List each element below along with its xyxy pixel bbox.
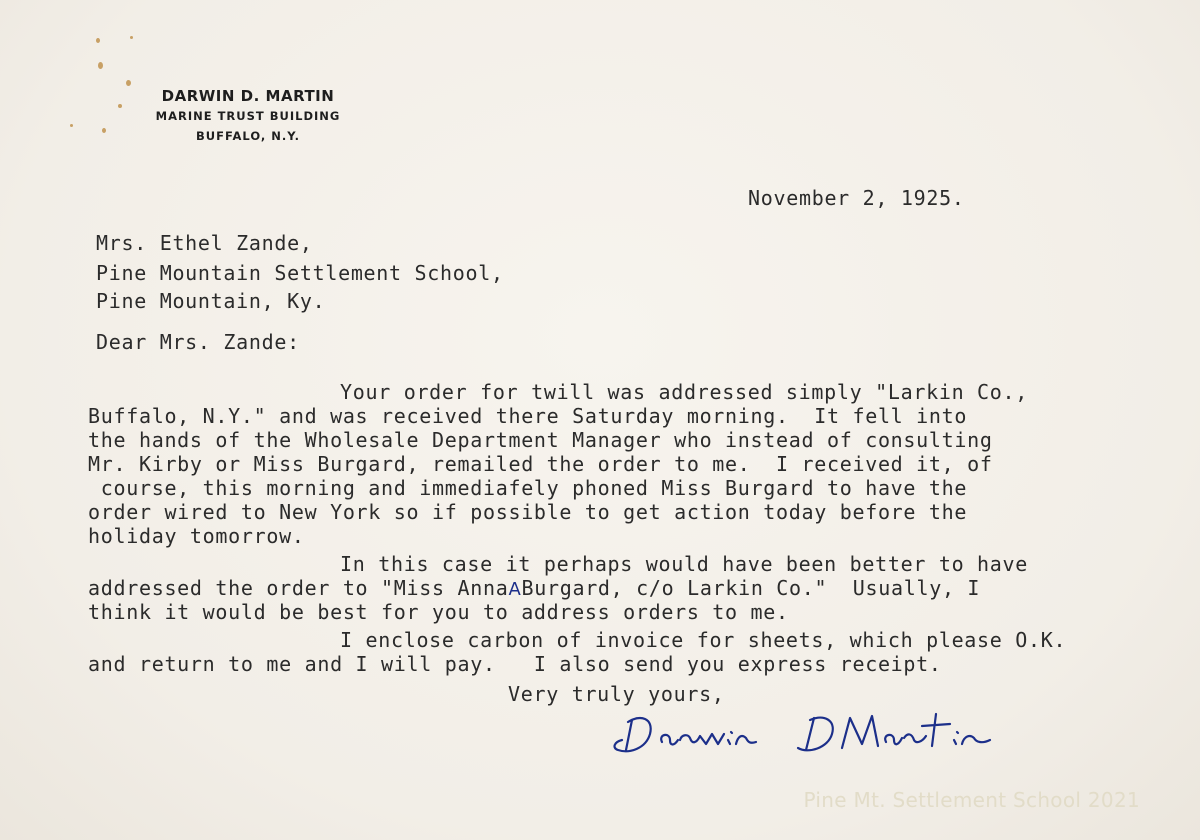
body-line: and return to me and I will pay. I also send you express receipt. xyxy=(88,652,942,676)
letterhead xyxy=(138,86,358,146)
recipient-city: Pine Mountain, Ky. xyxy=(96,289,326,313)
closing: Very truly yours, xyxy=(508,682,725,706)
body-text: addressed the order to "Miss Anna xyxy=(88,576,509,600)
body-line: Mr. Kirby or Miss Burgard, remailed the order to me. I received it, of xyxy=(88,452,993,476)
body-line: holiday tomorrow. xyxy=(88,524,305,548)
body-line: Your order for twill was addressed simply "Larkin Co., xyxy=(340,380,1029,404)
body-line: In this case it perhaps would have been better to have xyxy=(340,552,1029,576)
letter-date: November 2, 1925. xyxy=(748,186,965,210)
body-line: I enclose carbon of invoice for sheets, which please O.K. xyxy=(340,628,1067,652)
foxing-spot xyxy=(70,124,73,127)
body-line-with-insert xyxy=(88,576,980,602)
body-text: Burgard, c/o Larkin Co." Usually, I xyxy=(521,576,981,600)
watermark: Pine Mt. Settlement School 2021 xyxy=(803,788,1140,812)
letterhead-city: BUFFALO, N.Y. xyxy=(196,129,300,143)
body-line: course, this morning and immediafely phoned Miss Burgard to have the xyxy=(88,476,968,500)
body-line: think it would be best for you to address orders to me. xyxy=(88,600,789,624)
letterhead-name: DARWIN D. MARTIN xyxy=(161,87,335,105)
recipient-name: Mrs. Ethel Zande, xyxy=(96,231,313,255)
foxing-spot xyxy=(98,62,103,69)
handwritten-insertion: A xyxy=(508,579,522,600)
foxing-spot xyxy=(96,38,100,43)
body-line: Buffalo, N.Y." and was received there Saturday morning. It fell into xyxy=(88,404,968,428)
foxing-spot xyxy=(130,36,133,39)
body-line: order wired to New York so if possible to get action today before the xyxy=(88,500,968,524)
body-line: the hands of the Wholesale Department Manager who instead of consulting xyxy=(88,428,993,452)
foxing-spot xyxy=(102,128,106,133)
foxing-spot xyxy=(118,104,122,108)
signature xyxy=(610,704,1110,774)
foxing-spot xyxy=(126,80,131,86)
salutation: Dear Mrs. Zande: xyxy=(96,330,300,354)
letterhead-building: MARINE TRUST BUILDING xyxy=(155,109,341,123)
recipient-school: Pine Mountain Settlement School, xyxy=(96,261,504,285)
